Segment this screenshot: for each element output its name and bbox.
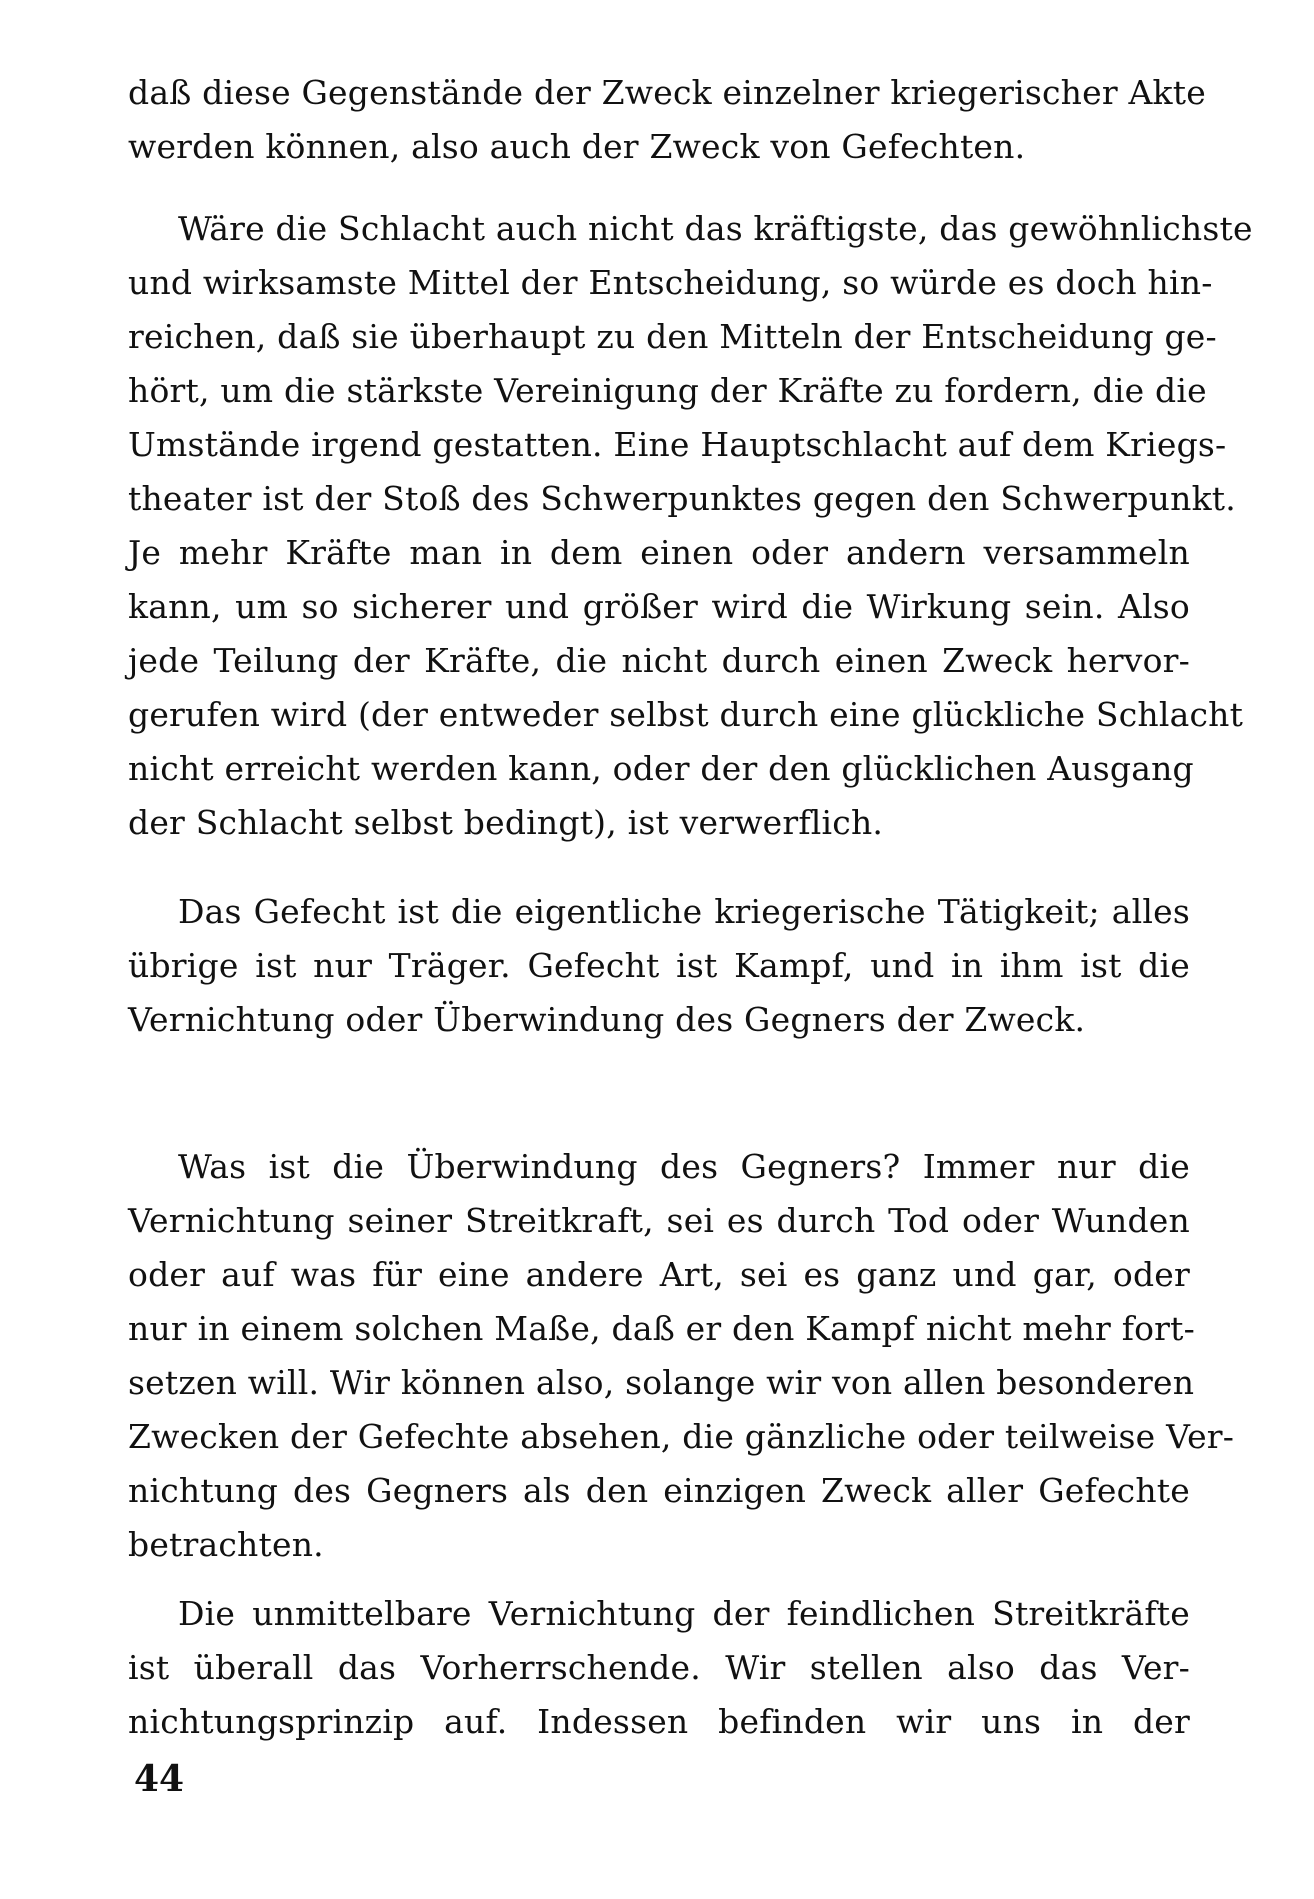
text-line: Vernichtung oder Überwindung des Gegners der Zweck.: [128, 1000, 1086, 1039]
text-line: Umstände irgend gestatten. Eine Hauptschlacht auf dem Kriegs-: [128, 425, 1227, 464]
text-line: daß diese Gegenstände der Zweck einzelner kriegerischer Akte: [128, 73, 1206, 112]
paragraph-4: [128, 1140, 1235, 1572]
text-line: nicht erreicht werden kann, oder der den glücklichen Ausgang: [128, 749, 1194, 788]
text-line: nur in einem solchen Maße, daß er den Kampf nicht mehr fort-: [128, 1309, 1195, 1348]
text-line: gerufen wird (der entweder selbst durch eine glückliche Schlacht: [128, 695, 1244, 734]
text-line: der Schlacht selbst bedingt), ist verwerflich.: [128, 803, 884, 842]
text-line: ist überall das Vorherrschende. Wir stellen also das Ver-: [128, 1648, 1190, 1687]
paragraph-2: [128, 202, 1253, 850]
text-line: hört, um die stärkste Vereinigung der Kräfte zu fordern, die die: [128, 371, 1207, 410]
text-line: Was ist die Überwindung des Gegners? Immer nur die: [178, 1147, 1190, 1186]
text-line: kann, um so sicherer und größer wird die Wirkung sein. Also: [128, 587, 1190, 626]
text-line: nichtungsprinzip auf. Indessen befinden wir uns in der: [128, 1702, 1190, 1741]
text-line: jede Teilung der Kräfte, die nicht durch einen Zweck hervor-: [128, 641, 1190, 680]
paragraph-1: [128, 66, 1206, 174]
text-line: Je mehr Kräfte man in dem einen oder andern versammeln: [128, 533, 1190, 572]
text-line: übrige ist nur Träger. Gefecht ist Kampf, und in ihm ist die: [128, 946, 1190, 985]
text-line: und wirksamste Mittel der Entscheidung, so würde es doch hin-: [128, 263, 1213, 302]
text-line: betrachten.: [128, 1525, 324, 1564]
text-line: Die unmittelbare Vernichtung der feindlichen Streitkräfte: [178, 1594, 1190, 1633]
page-number: 44: [134, 1758, 185, 1800]
text-line: Vernichtung seiner Streitkraft, sei es durch Tod oder Wunden: [128, 1201, 1190, 1240]
text-line: reichen, daß sie überhaupt zu den Mitteln der Entscheidung ge-: [128, 317, 1217, 356]
text-line: werden können, also auch der Zweck von Gefechten.: [128, 127, 1026, 166]
text-line: oder auf was für eine andere Art, sei es ganz und gar, oder: [128, 1255, 1190, 1294]
text-line: nichtung des Gegners als den einzigen Zweck aller Gefechte: [128, 1471, 1190, 1510]
text-line: Wäre die Schlacht auch nicht das kräftigste, das gewöhnlichste: [178, 209, 1253, 248]
text-line: theater ist der Stoß des Schwerpunktes gegen den Schwerpunkt.: [128, 479, 1236, 518]
text-line: setzen will. Wir können also, solange wir von allen besonderen: [128, 1363, 1195, 1402]
text-line: Das Gefecht ist die eigentliche kriegerische Tätigkeit; alles: [178, 892, 1190, 931]
paragraph-5: [128, 1587, 1190, 1749]
paragraph-3: [128, 885, 1190, 1047]
text-line: Zwecken der Gefechte absehen, die gänzliche oder teilweise Ver-: [128, 1417, 1235, 1456]
